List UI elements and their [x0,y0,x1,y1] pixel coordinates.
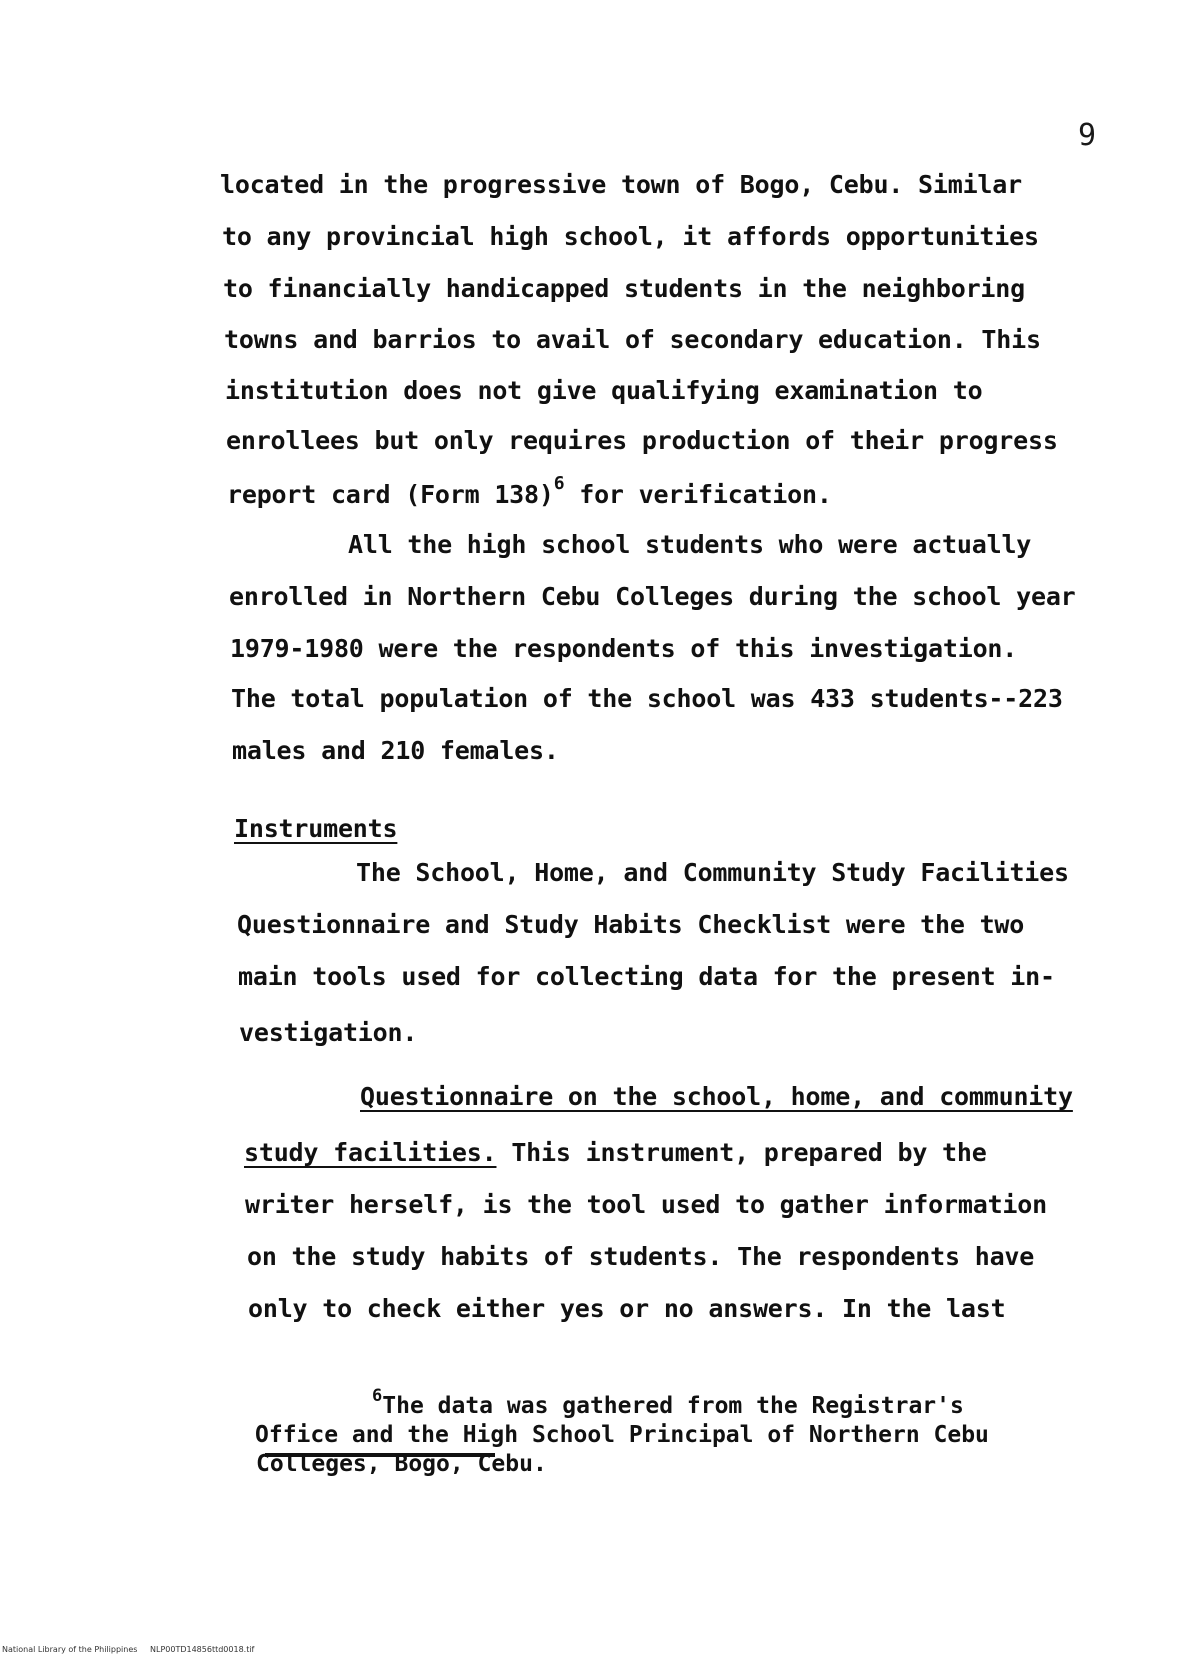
para1-line-2: to any provincial high school, it affords opportunities [222,222,1039,251]
para1-line-1: located in the progressive town of Bogo, Cebu. Similar [220,170,1022,199]
section-heading: Instruments [234,814,398,843]
para4-line-1-rest: This instrument, prepared by the [496,1138,987,1167]
para1-line-7-rest: for verification. [564,480,832,509]
para2-line-2: enrolled in Northern Cebu Colleges during the school year [229,582,1076,611]
para1-line-3: to financially handicapped students in the neighboring [223,274,1025,303]
footnote-line-1 [372,1386,964,1419]
footnote-line-2: Office and the High School Principal of Northern Cebu [255,1422,989,1448]
para4-line-2: writer herself, is the tool used to gather information [245,1190,1047,1219]
footnote-marker: 6 [372,1386,383,1406]
para2-line-1: All the high school students who were actually [348,530,1032,559]
subheading-line-2: study facilities. [244,1138,497,1167]
para2-line-5: males and 210 females. [232,736,559,765]
para3-line-4: vestigation. [239,1018,418,1047]
page-number: 9 [1078,118,1097,153]
para3-line-2: Questionnaire and Study Habits Checklist were the two [237,910,1025,939]
footnote-reference: 6 [553,473,565,494]
para4-line-1 [244,1138,987,1167]
para1-line-7 [227,473,832,509]
para3-line-3: main tools used for collecting data for the present in- [238,962,1055,991]
footer-library: National Library of the Philippines [2,1645,138,1654]
para1-line-6: enrollees but only requires production of their progress [226,426,1058,455]
para4-line-4: only to check either yes or no answers. In the last [248,1294,1006,1323]
footer-filename: NLP00TD14856ttd0018.tif [150,1645,255,1654]
para1-line-5: institution does not give qualifying examination to [225,376,983,405]
para3-line-1: The School, Home, and Community Study Facilities [356,858,1069,887]
para2-line-4: The total population of the school was 433 students--223 [231,684,1063,713]
footnote-line-3: Colleges, Bogo, Cebu. [256,1451,547,1477]
para1-line-4: towns and barrios to avail of secondary education. This [224,325,1041,354]
para4-line-3: on the study habits of students. The respondents have [247,1242,1035,1271]
subheading-line-1: Questionnaire on the school, home, and community [360,1082,1073,1111]
footnote-text-1: The data was gathered from the Registrar's [382,1393,964,1419]
para1-line-7-text: report card (Form 138) [227,480,554,509]
para2-line-3: 1979-1980 were the respondents of this investigation. [230,634,1018,663]
